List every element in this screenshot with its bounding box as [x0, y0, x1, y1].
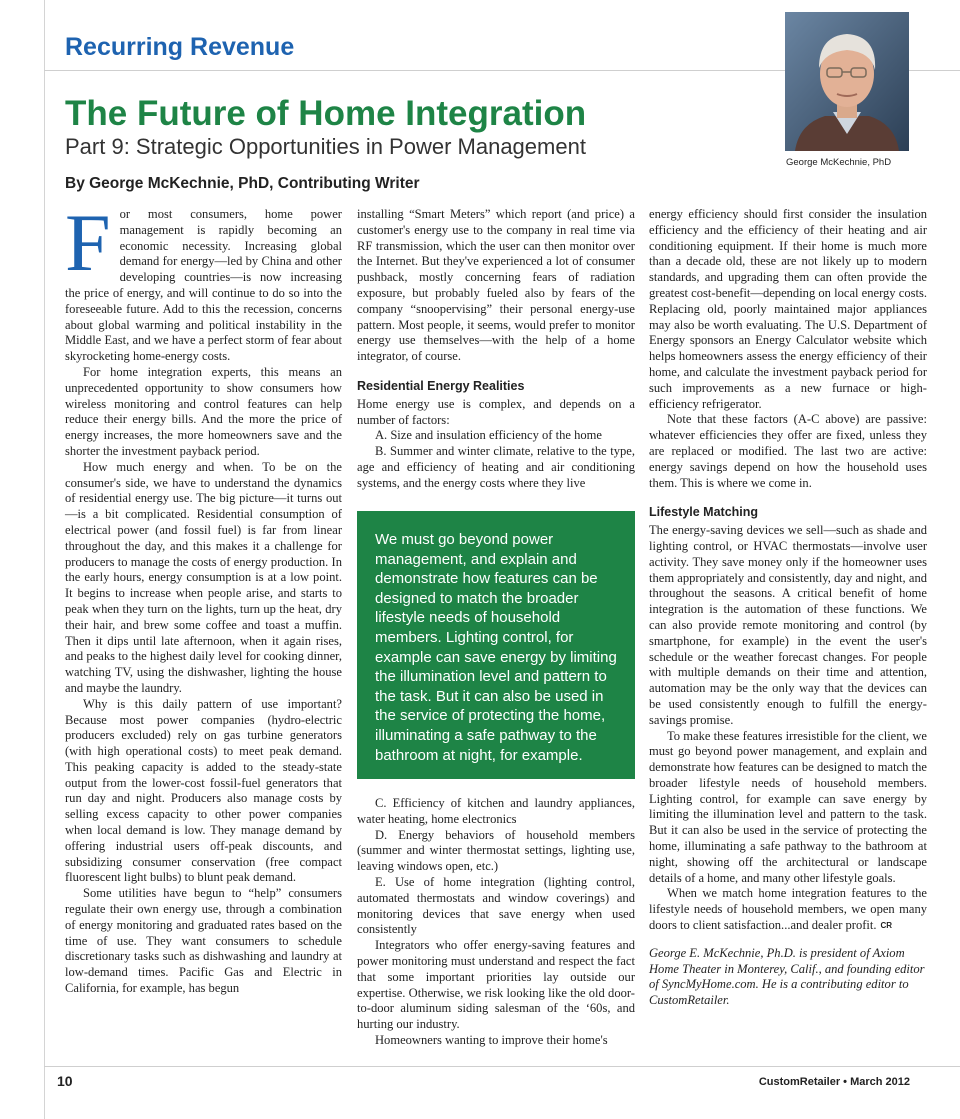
paragraph: Some utilities have begun to “help” consumers regulate their own energy use, through a combination of energy monitoring and graduated rates based on the time of use. They want consumers to schedule discretionary tasks such as dishwashing and laundry at low-demand times. Pacific Gas and Electric in California, for example, has begun	[65, 886, 342, 996]
paragraph: For home integration experts, this means an unprecedented opportunity to show consumers how wireless monitoring and control features can help reduce their energy bills. And the more the price of energy increases, the more homeowners save and the shorter the investment payback period.	[65, 364, 342, 458]
paragraph: or most consumers, home power management is rapidly becoming an economic necessity. Increasing global demand for energy—led by China and other developing countries—is now increasing the price of energy, and will continue to do so into the foreseeable future. Add to this the recession, concerns about global warming and political instability in the Middle East, and we have a perfect storm of fear about skyrocketing home-energy costs.	[65, 207, 342, 364]
paragraph: Integrators who offer energy-saving features and power monitoring must understand and respect the fact that some important priorities lay outside our expertise. Otherwise, we risk looking like the old door-to-door aluminum siding salesman of the ‘60s, and hurting our industry.	[357, 938, 635, 1032]
list-item: D. Energy behaviors of household members (summer and winter thermostat settings, lighting use, leaving windows open, etc.)	[357, 827, 635, 874]
drop-cap: F	[65, 197, 111, 288]
column-1	[65, 197, 342, 997]
article-title: The Future of Home Integration	[65, 94, 587, 133]
article-subtitle: Part 9: Strategic Opportunities in Power Management	[65, 134, 586, 159]
paragraph: To make these features irresistible for the client, we must go beyond power management, and explain and demonstrate how features can be designed to match the broader lifestyle needs of household members. Lighting control, for example can save energy by limiting the illumination level and pattern to the task. But it can also be used in the service of protecting the home, illuminating a safe pathway to the bathroom at night, showing off the architectural or landscape details of a home, and many other lifestyle goals.	[649, 728, 927, 885]
section-label: Recurring Revenue	[65, 33, 295, 61]
column-3	[649, 207, 927, 1009]
closing-text: When we match home integration features to the lifestyle needs of household members, we open many doors to client satisfaction...and dealer profit.	[649, 886, 927, 933]
list-item: B. Summer and winter climate, relative to the type, age and efficiency of heating and air conditioning systems, and the energy costs where they live	[357, 444, 635, 490]
paragraph: Note that these factors (A-C above) are passive: whatever efficiencies they offer are fixed, unless they are replaced or modified. The last two are active: energy savings depend on how the household uses them. This is where we come in.	[649, 412, 927, 490]
page-number: 10	[57, 1073, 73, 1089]
column-2-bottom	[357, 796, 635, 1049]
margin-line	[44, 0, 45, 1119]
paragraph: The energy-saving devices we sell—such as shade and lighting control, or HVAC thermostats—involve user activity. They save money only if the homeowner uses them appropriately and consistently, day and night, and throughout the seasons. A critical benefit of home integration is the automation of these functions. We can also provide remote monitoring and control (by smartphone, for example) in the event the user's schedule or the weather forecast changes. For people with multiple demands on their time and attention, automation may be the only way that the devices can be used consistently enough to fulfill the energy-savings promise.	[649, 523, 927, 727]
section-heading: Lifestyle Matching	[649, 505, 759, 520]
paragraph: How much energy and when. To be on the consumer's side, we have to understand the dynamics of residential energy use. The big picture—it turns out—is a bit complicated. Residential consumption of electrical power (and fossil fuel) is far from linear throughout the day, and this makes it a challenge for producers to manage the costs of energy production. In the early hours, energy consumption is at a low point. It begins to increase when people arise, and starts to peak when they turn on the lights, turn up the heat, dry their hair, and brew some coffee and toast a muffin. Then it dips until late afternoon, when it again rises, and peaks to the highest daily level for cooking dinner, watching TV, using the dishwasher, lighting the house and maybe the laundry.	[65, 459, 342, 695]
list-item: C. Efficiency of kitchen and laundry appliances, water heating, home electronics	[357, 796, 635, 826]
photo-caption: George McKechnie, PhD	[786, 157, 892, 168]
publication-footer: CustomRetailer • March 2012	[758, 1076, 910, 1088]
bottom-rule	[44, 1066, 960, 1067]
list-item: A. Size and insulation efficiency of the home	[375, 428, 602, 443]
paragraph: Why is this daily pattern of use important? Because most power companies (hydro-electric producers excluded) rely on gas turbine generators (with high operational costs) to meet peak demand. This peaking capacity is added to the steady-state output from the lower-cost fossil-fuel generators that run day and night. Producers also manage costs by selling excess capacity to other power companies when local demand is low. They manage demand by offering industrial users off-peak discounts, and subsidizing consumer conservation (free compact fluorescent light bulbs) to blunt peak demand.	[65, 696, 342, 885]
paragraph	[649, 886, 927, 933]
author-portrait-image	[785, 12, 909, 151]
paragraph: Homeowners wanting to improve their home's	[375, 1032, 608, 1047]
list-item: E. Use of home integration (lighting control, automated thermostats and window coverings) and monitoring devices that save energy when used consistently	[357, 874, 635, 937]
paragraph: installing “Smart Meters” which report (and price) a customer's energy use to the company in real time via RF transmission, which the user can then monitor over the Internet. But they've experienced a lot of consumer pushback, mostly concerning fears of radiation exposure, but probably fueled also by fears of the company “snoopervising” their personal energy-use pattern. Most people, it seems, would prefer to monitor energy use themselves—with the help of a home integrator, of course.	[357, 207, 635, 364]
end-mark-logo: CR	[880, 921, 893, 931]
section-heading: Residential Energy Realities	[357, 378, 525, 393]
column-2-top	[357, 207, 635, 492]
pull-quote: We must go beyond power management, and explain and demonstrate how features can be designed to match the broader lifestyle needs of household members. Lighting control, for example can save energy by limiting the illumination level and pattern to the task. But it can also be used in the service of protecting the home, illuminating a safe pathway to the bathroom at night, for example.	[357, 511, 635, 779]
paragraph: Home energy use is complex, and depends on a number of factors:	[357, 396, 635, 427]
paragraph: energy efficiency should first consider the insulation efficiency and the efficiency of their heating and air conditioning equipment. If their home is much more than a decade old, these are not likely up to modern standards, and upgrading them can often provide the greatest cost-benefit—depending on local energy costs. Replacing old, poorly maintained major appliances may also be worth evaluating. The U.S. Department of Energy sponsors an Energy Calculator website which helps homeowners assess the energy efficiency of their home, and calculate the investment payback period for such improvements as a new furnace or high-efficiency refrigerator.	[649, 207, 927, 411]
author-photo	[785, 12, 909, 151]
author-bio: George E. McKechnie, Ph.D. is president of Axiom Home Theater in Monterey, Calif., and founding editor of SyncMyHome.com. He is a contributing editor to CustomRetailer.	[649, 945, 925, 1008]
byline: By George McKechnie, PhD, Contributing Writer	[65, 175, 420, 192]
